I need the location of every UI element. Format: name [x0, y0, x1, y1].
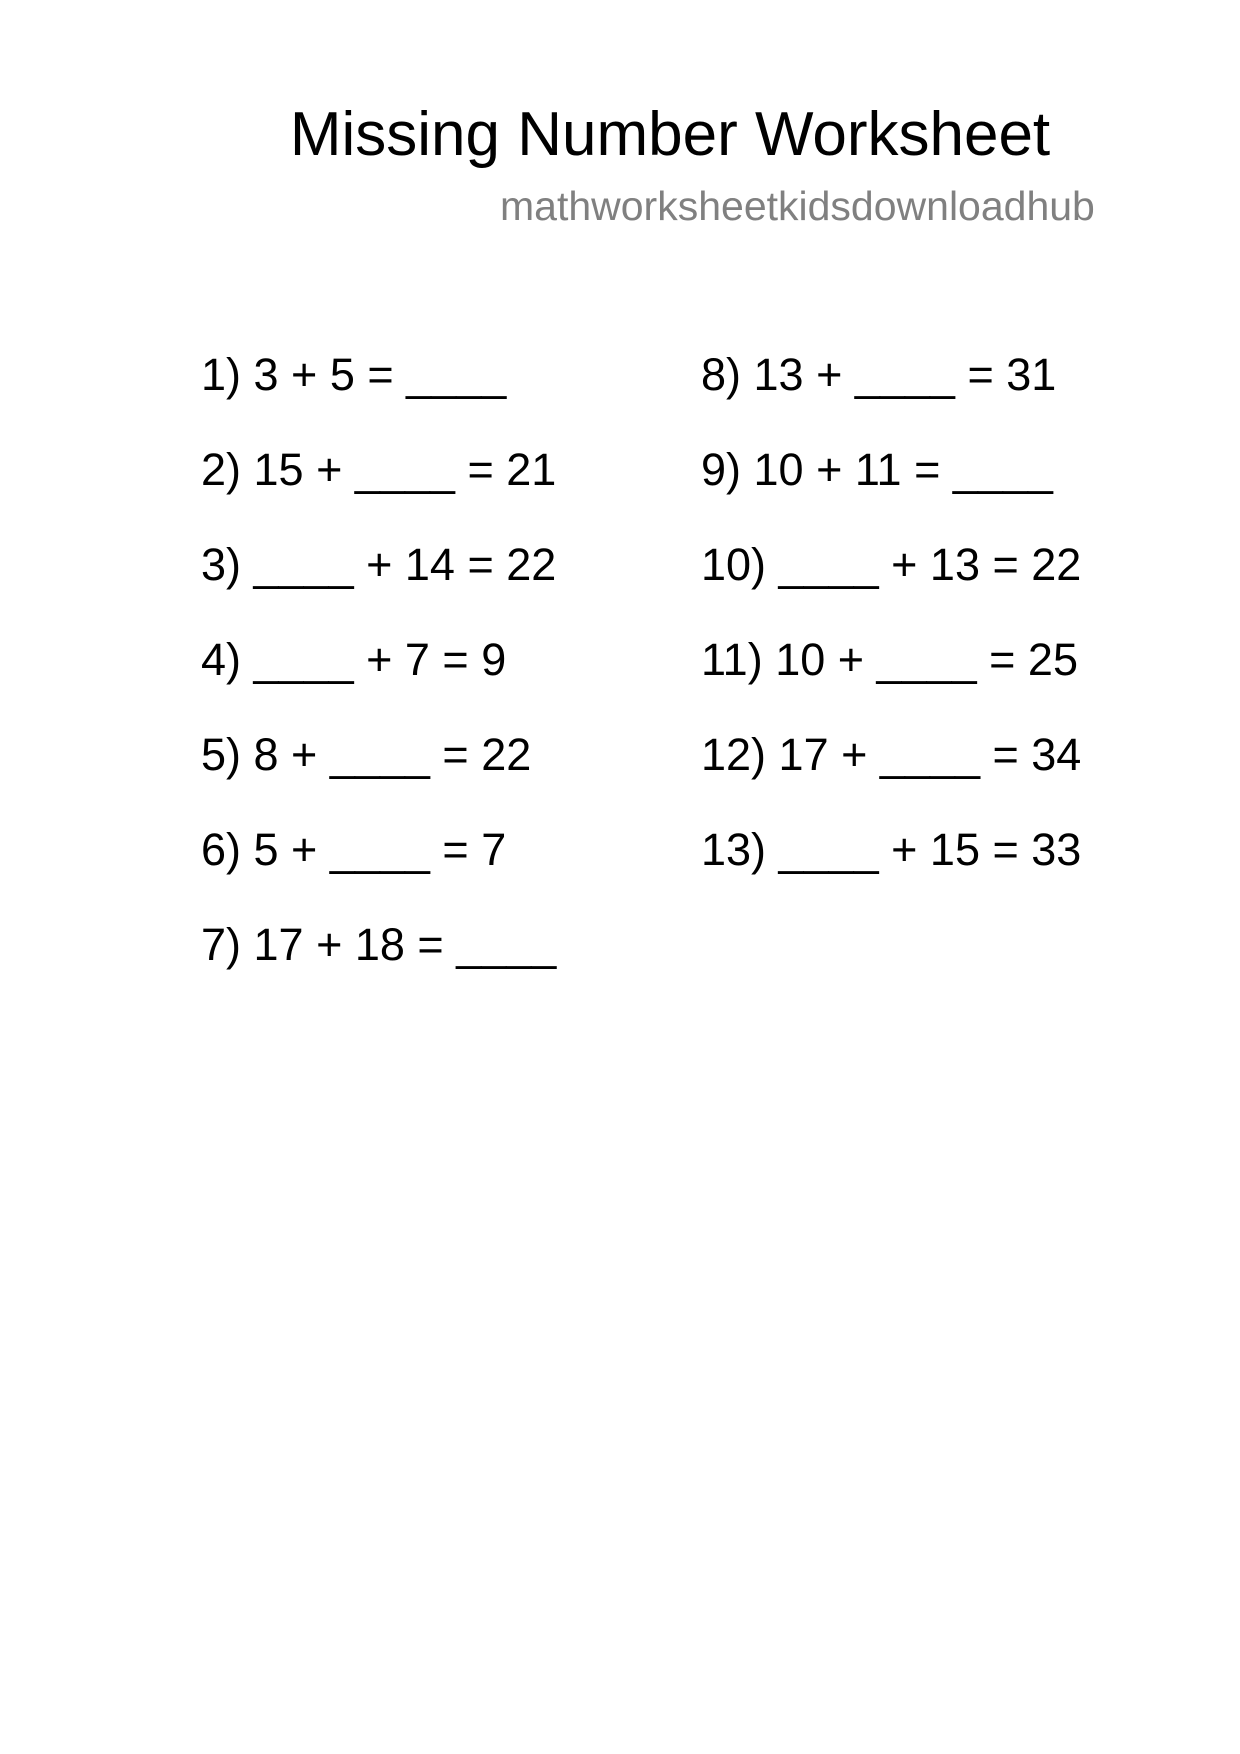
problems-column-right: [701, 347, 1081, 917]
problem-6: 6) 5 + ____ = 7: [201, 824, 507, 875]
problem-10: 10) ____ + 13 = 22: [701, 539, 1082, 590]
problem-13: 13) ____ + 15 = 33: [701, 824, 1082, 875]
problem-3: 3) ____ + 14 = 22: [201, 539, 557, 590]
problem-7: 7) 17 + 18 = ____: [201, 919, 557, 970]
problem-9: 9) 10 + 11 = ____: [701, 444, 1053, 495]
problem-8: 8) 13 + ____ = 31: [701, 349, 1057, 400]
worksheet-subtitle: mathworksheetkidsdownloadhub: [500, 183, 1095, 229]
problem-2: 2) 15 + ____ = 21: [201, 444, 557, 495]
problem-4: 4) ____ + 7 = 9: [201, 634, 507, 685]
problem-11: 11) 10 + ____ = 25: [701, 634, 1078, 685]
problems-column-left: [201, 347, 556, 1012]
problem-5: 5) 8 + ____ = 22: [201, 729, 532, 780]
worksheet-title: Missing Number Worksheet: [289, 100, 1051, 169]
problem-12: 12) 17 + ____ = 34: [701, 729, 1082, 780]
problem-1: 1) 3 + 5 = ____: [201, 349, 507, 400]
